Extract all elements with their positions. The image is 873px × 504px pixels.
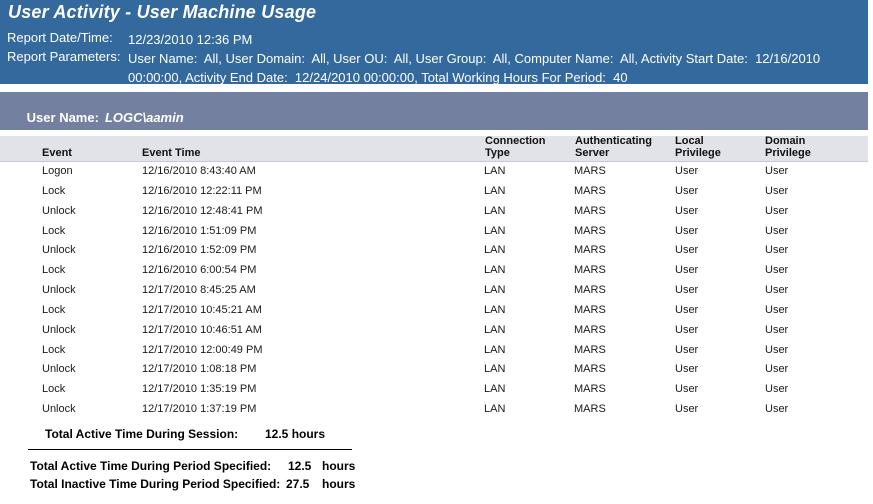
- cell-domain: User: [765, 383, 789, 396]
- cell-time: 12/17/2010 8:45:25 AM: [142, 284, 256, 297]
- session-total-value: 12.5 hours: [265, 427, 326, 441]
- cell-time: 12/17/2010 10:46:51 AM: [142, 323, 262, 336]
- cell-server: MARS: [574, 184, 606, 197]
- cell-domain: User: [765, 224, 789, 237]
- cell-event: Unlock: [42, 403, 76, 416]
- cell-domain: User: [765, 323, 789, 336]
- cell-event: Lock: [42, 184, 66, 197]
- cell-local: User: [675, 303, 699, 316]
- cell-time: 12/17/2010 1:35:19 PM: [142, 383, 257, 396]
- cell-event: Unlock: [42, 244, 76, 257]
- cell-local: User: [675, 323, 699, 336]
- cell-event: Unlock: [42, 284, 76, 297]
- cell-local: User: [675, 165, 699, 177]
- cell-server: MARS: [574, 403, 606, 416]
- report-title: User Activity - User Machine Usage: [8, 2, 317, 22]
- cell-connection: LAN: [484, 323, 506, 336]
- column-header-event-time: Event Time: [142, 147, 201, 159]
- table-row: [0, 241, 868, 261]
- active-period-unit: hours: [322, 459, 356, 473]
- report-parameters-line1: User Name: All, User Domain: All, User OU: All, User Group: All, Computer Name: All, Activity Start Date: 12/16/2010: [128, 51, 821, 66]
- cell-event: Unlock: [42, 363, 76, 376]
- inactive-period-label: Total Inactive Time During Period Specified:: [30, 477, 281, 491]
- cell-local: User: [675, 403, 699, 416]
- inactive-period-unit: hours: [322, 477, 356, 491]
- table-row: [0, 182, 868, 202]
- cell-event: Unlock: [42, 323, 76, 336]
- cell-connection: LAN: [484, 184, 506, 197]
- cell-domain: User: [765, 303, 789, 316]
- column-header-authenticating-server: Authenticating Server: [575, 135, 652, 159]
- table-row: [0, 281, 868, 301]
- inactive-period-value: 27.5: [286, 477, 310, 491]
- table-row: [0, 202, 868, 222]
- cell-server: MARS: [574, 204, 606, 217]
- cell-connection: LAN: [484, 343, 506, 356]
- user-banner: [0, 92, 868, 130]
- cell-domain: User: [765, 343, 789, 356]
- cell-domain: User: [765, 264, 789, 277]
- cell-connection: LAN: [484, 303, 506, 316]
- cell-domain: User: [765, 244, 789, 257]
- cell-domain: User: [765, 363, 789, 376]
- cell-time: 12/16/2010 12:48:41 PM: [142, 204, 263, 217]
- cell-local: User: [675, 264, 699, 277]
- column-header-local-privilege: Local Privilege: [675, 135, 721, 159]
- cell-connection: LAN: [484, 224, 506, 237]
- cell-time: 12/16/2010 8:43:40 AM: [142, 165, 256, 177]
- cell-time: 12/16/2010 1:51:09 PM: [142, 224, 257, 237]
- cell-time: 12/17/2010 1:08:18 PM: [142, 363, 257, 376]
- column-header-domain-privilege: Domain Privilege: [765, 135, 811, 159]
- cell-connection: LAN: [484, 264, 506, 277]
- cell-event: Lock: [42, 343, 66, 356]
- report-parameters-line2: 00:00:00, Activity End Date: 12/24/2010 00:00:00, Total Working Hours For Period: 40: [128, 70, 628, 85]
- cell-local: User: [675, 284, 699, 297]
- report-parameters-label: Report Parameters:: [7, 49, 121, 64]
- cell-event: Unlock: [42, 204, 76, 217]
- table-row: [0, 380, 868, 400]
- cell-server: MARS: [574, 383, 606, 396]
- table-row: [0, 301, 868, 321]
- event-table-header: [0, 136, 868, 162]
- report-date-value: 12/23/2010 12:36 PM: [128, 32, 253, 47]
- cell-event: Lock: [42, 303, 66, 316]
- table-row: [0, 400, 868, 420]
- cell-event: Lock: [42, 224, 66, 237]
- cell-connection: LAN: [484, 403, 506, 416]
- report-date-label: Report Date/Time:: [7, 30, 113, 45]
- table-row: [0, 162, 868, 182]
- cell-connection: LAN: [484, 383, 506, 396]
- cell-local: User: [675, 343, 699, 356]
- event-table-body: [0, 162, 868, 420]
- cell-local: User: [675, 363, 699, 376]
- column-header-event: Event: [42, 147, 72, 159]
- cell-event: Logon: [42, 165, 73, 177]
- table-row: [0, 222, 868, 242]
- session-total-label: Total Active Time During Session:: [45, 427, 239, 441]
- cell-server: MARS: [574, 244, 606, 257]
- user-name-value: LOGC\aamin: [104, 110, 184, 125]
- cell-server: MARS: [574, 165, 606, 177]
- report-parameters-value: [128, 49, 820, 87]
- cell-time: 12/17/2010 1:37:19 PM: [142, 403, 257, 416]
- cell-server: MARS: [574, 284, 606, 297]
- cell-server: MARS: [574, 264, 606, 277]
- cell-local: User: [675, 244, 699, 257]
- cell-domain: User: [765, 403, 789, 416]
- table-row: [0, 360, 868, 380]
- cell-local: User: [675, 224, 699, 237]
- cell-domain: User: [765, 284, 789, 297]
- cell-server: MARS: [574, 303, 606, 316]
- cell-local: User: [675, 383, 699, 396]
- totals-divider: [28, 449, 352, 450]
- cell-server: MARS: [574, 224, 606, 237]
- cell-server: MARS: [574, 363, 606, 376]
- cell-server: MARS: [574, 343, 606, 356]
- table-row: [0, 321, 868, 341]
- cell-time: 12/16/2010 12:22:11 PM: [142, 184, 262, 197]
- cell-connection: LAN: [484, 284, 506, 297]
- cell-connection: LAN: [484, 244, 506, 257]
- cell-domain: User: [765, 184, 789, 197]
- cell-connection: LAN: [484, 363, 506, 376]
- cell-time: 12/16/2010 1:52:09 PM: [142, 244, 257, 257]
- table-row: [0, 261, 868, 281]
- cell-time: 12/17/2010 12:00:49 PM: [142, 343, 263, 356]
- table-row: [0, 341, 868, 361]
- active-period-label: Total Active Time During Period Specified:: [30, 459, 272, 473]
- cell-time: 12/17/2010 10:45:21 AM: [142, 303, 262, 316]
- user-name-label: User Name:: [26, 110, 99, 125]
- cell-server: MARS: [574, 323, 606, 336]
- column-header-connection-type: Connection Type: [485, 135, 546, 159]
- cell-connection: LAN: [484, 165, 506, 177]
- cell-local: User: [675, 184, 699, 197]
- active-period-value: 12.5: [288, 459, 312, 473]
- cell-connection: LAN: [484, 204, 506, 217]
- cell-event: Lock: [42, 383, 66, 396]
- cell-domain: User: [765, 204, 789, 217]
- report-header-band: [0, 0, 868, 84]
- cell-domain: User: [765, 165, 789, 177]
- cell-event: Lock: [42, 264, 66, 277]
- cell-local: User: [675, 204, 699, 217]
- cell-time: 12/16/2010 6:00:54 PM: [142, 264, 257, 277]
